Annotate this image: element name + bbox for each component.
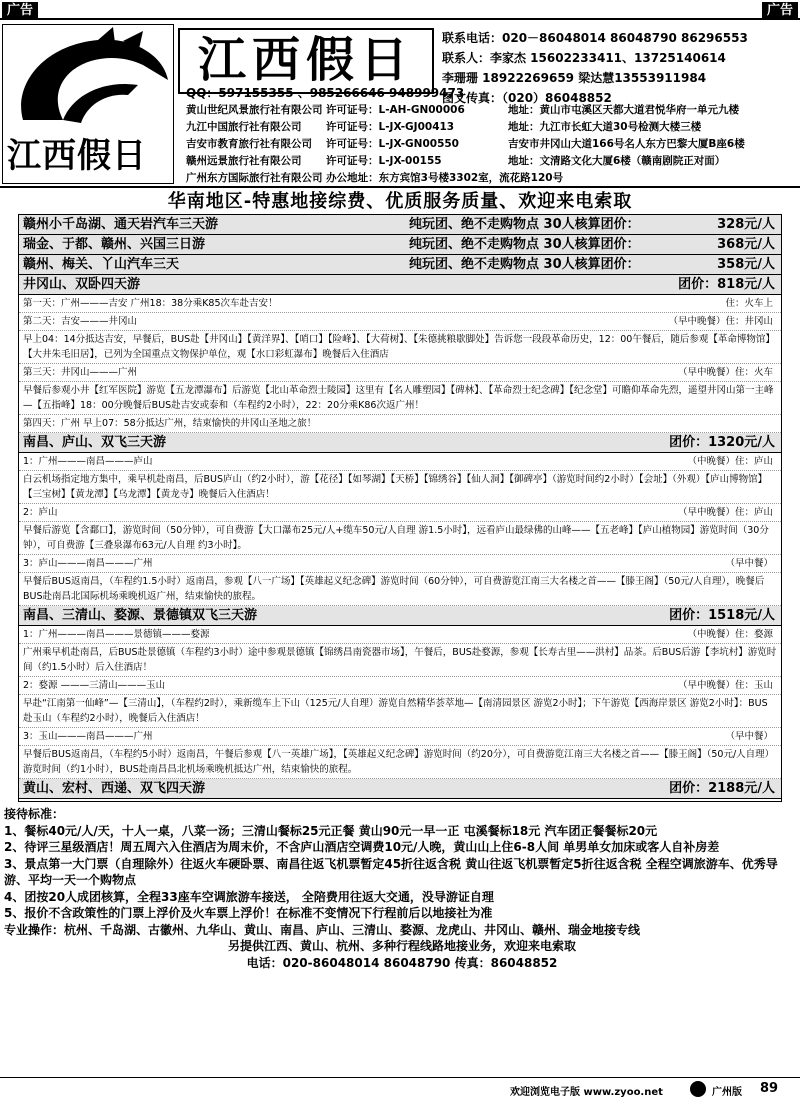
- itinerary-line: 第四天：广州 早上07：58分抵达广州，结束愉快的井冈山圣地之旅！: [19, 415, 781, 433]
- short-route-row: 赣州小千岛湖、通天岩汽车三天游 纯玩团、绝不走购物点 30人核算团价： 328元/人: [19, 215, 781, 235]
- itinerary-line: 广州乘早机赴南昌，后BUS赴景德镇（车程约3小时）途中参观景德镇【锦绣昌南瓷器市场】，午餐后，BUS赴婺源，参观【长寿古里——洪村】品茶。后BUS后游【李坑村】游览时间（约1.5小时）后入住酒店！: [19, 644, 781, 677]
- route-header: 井冈山、双卧四天游 团价：818元/人: [19, 275, 781, 295]
- also-line: 另提供江西、黄山、杭州、多种行程线路地接业务，欢迎来电索取: [227, 939, 576, 953]
- itinerary-line: 第二天：吉安———井冈山 （早中晚餐）住：井冈山: [19, 313, 781, 331]
- phone-line: 电话：020-86048014 86048790 传真：86048852: [246, 955, 558, 970]
- edition-badge-icon: [690, 1081, 706, 1097]
- edition-label: 广州版: [712, 1087, 742, 1098]
- itinerary-line: 早餐后BUS返南昌，（车程约5小时）返南昌，午餐后参观【八一英雄广场】，【英雄起义纪念碑】游览时间（约20分），可自费游览江南三大名楼之首——【滕王阁】（50元/人自理）游览时间（约1小时），BUS赴南昌昌北机场乘晚机抵达广州，结束愉快的旅程。: [19, 746, 781, 779]
- route-header: 南昌、庐山、双飞三天游 团价：1320元/人: [19, 433, 781, 453]
- route-header: 黄山、宏村、西递、双飞四天游 团价：2188元/人: [19, 779, 781, 799]
- dragon-icon: [3, 25, 174, 145]
- ad-tag-left: 广告: [2, 2, 38, 19]
- page-number: 89: [760, 1081, 779, 1096]
- top-ad-bar: [0, 0, 800, 20]
- short-route-row: 瑞金、于都、赣州、兴国三日游 纯玩团、绝不走购物点 30人核算团价： 368元/人: [19, 235, 781, 255]
- agency-list: [186, 102, 745, 187]
- qq-numbers: QQ：597155355 、985266646 948999473: [186, 86, 465, 100]
- service-standards: [0, 806, 800, 971]
- itinerary-line: 早赴“江南第一仙峰”—【三清山】，（车程约2时），乘新缆车上下山（125元/人自理）游览自然精华荟萃地—【南清园景区 游览2小时】；下午游览【西海岸景区 游览2小时】：BUS赴玉山（车程约2小时），晚餐后入住酒店！: [19, 695, 781, 728]
- contact-phone: 联系电话：020－86048014 86048790 86296553: [442, 31, 748, 45]
- itinerary-line: 第三天：井冈山———广州 （早中晚餐）住：火车: [19, 364, 781, 382]
- standard-item: 1、餐标40元/人/天，十人一桌，八菜一汤；三清山餐标25元正餐 黄山90元一早一正 屯溪餐标18元 汽车团正餐餐标20元: [4, 823, 658, 838]
- standard-item: 3、景点第一大门票（自理除外）往返火车硬卧票、南昌往返飞机票暂定45折往返含税 黄山往返飞机票暂定5折往返含税 全程空调旅游车、优秀导游、平均一天一个购物点: [4, 856, 778, 887]
- site-link[interactable]: 欢迎浏览电子版 www.zyoo.net: [510, 1087, 663, 1098]
- standard-item: 5、报价不含政策性的门票上浮价及火车票上浮价！在标准不变情况下行程前后以地接社为准: [4, 906, 493, 920]
- short-route-row: 赣州、梅关、丫山汽车三天 纯玩团、绝不走购物点 30人核算团价： 358元/人: [19, 255, 781, 275]
- agency-row: 吉安市教育旅行社有限公司 许可证号：L-JX-GN00550 吉安市井冈山大道166号名人东方巴黎大厦B座6楼: [186, 138, 745, 150]
- agency-header: [0, 22, 800, 188]
- page-footer: [0, 1077, 800, 1100]
- itinerary-line: 第一天：广州———吉安 广州18：38分乘K85次车赴吉安！ 住：火车上: [19, 295, 781, 313]
- itinerary-line: 3：玉山———南昌———广州 （早中餐）: [19, 728, 781, 746]
- itinerary-line: 早餐后BUS返南昌，（车程约1.5小时）返南昌，参观【八一广场】【英雄起义纪念碑】游览时间（60分钟），可自费游览江南三大名楼之首——【滕王阁】（50元/人自理），晚餐后BUS赴南昌北国际机场乘晚机返广州，结束愉快的旅程。: [19, 573, 781, 606]
- itinerary-line: 早上04：14分抵达吉安，早餐后，BUS赴【井冈山】【黄洋界】、【哨口】【险峰】、【大荷树】、【朱德挑粮歇脚处】告诉您一段段革命历史，12：00午餐后，随后参观【革命博物馆】【大井朱毛旧居】，已列为全国重点文物保护单位，观【水口彩虹瀑布】晚餐后入住酒店: [19, 331, 781, 364]
- agency-row: 黄山世纪风景旅行社有限公司 许可证号：L-AH-GN00006 地址：黄山市屯溪区天都大道君悦华府一单元九楼: [186, 104, 739, 116]
- itinerary-list: [19, 275, 781, 802]
- route-header: 南昌、三清山、婺源、景德镇双飞三天游 团价：1518元/人: [19, 606, 781, 626]
- ad-tag-right: 广告: [762, 2, 798, 19]
- route-table: [18, 214, 782, 802]
- itinerary-line: 1：广州———南昌———庐山 （中晚餐）住：庐山: [19, 453, 781, 471]
- itinerary-line: 2：庐山 （早中晚餐）住：庐山: [19, 504, 781, 522]
- agency-row: 九江中国旅行社有限公司 许可证号：L-JX-GJ00413 地址：九江市长虹大道30号检测大楼三楼: [186, 121, 702, 133]
- itinerary-line: 2：婺源 ———三清山———玉山 （早中晚餐）住：玉山: [19, 677, 781, 695]
- contact-person-2: 李珊珊 18922269659 梁达慧13553911984: [442, 71, 707, 85]
- offer-banner: 华南地区-特惠地接综费、优质服务质量、欢迎来电索取: [167, 191, 633, 212]
- agency-row: 赣州远景旅行社有限公司 许可证号：L-JX-00155 地址：文清路文化大厦6楼（赣南剧院正对面）: [186, 155, 726, 167]
- contact-person-1: 联系人：李家杰 15602233411、13725140614: [442, 51, 726, 65]
- agency-row: 广州东方国际旅行社有限公司 办公地址：东方宾馆3号楼3302室，流花路120号: [186, 172, 564, 184]
- itinerary-line: [19, 799, 781, 802]
- itinerary-line: 早餐后游览【含鄱口】，游览时间（50分钟），可自费游【大口瀑布25元/人+缆车50元/人自理 游1.5小时】，远看庐山最绿佛的山峰——【五老峰】【庐山植物园】游览时间（30分钟），可自费游【三叠泉瀑布63元/人自理 约3小时】。: [19, 522, 781, 555]
- itinerary-line: 白云机场指定地方集中，乘早机赴南昌，后BUS庐山（约2小时），游【花径】【如琴湖】【天桥】【锦绣谷】【仙人洞】【御碑亭】（游览时间约2小时）【会址】（外观）【庐山博物馆】【三宝树】【黄龙潭】【乌龙潭】【黄龙寺】晚餐后入住酒店！: [19, 471, 781, 504]
- contact-fax: 图文传真：（020）86048852: [442, 91, 612, 105]
- standards-title: 接待标准：: [4, 807, 65, 821]
- dragon-logo: [2, 24, 174, 184]
- logo-wordmark: 江西假日: [7, 136, 147, 176]
- itinerary-line: 1：广州———南昌———景德镇———婺源 （中晚餐）住：婺源: [19, 626, 781, 644]
- itinerary-line: 3：庐山———南昌———广州 （早中餐）: [19, 555, 781, 573]
- contact-block: [442, 28, 748, 108]
- itinerary-line: 早餐后参观小井【红军医院】游览【五龙潭瀑布】后游览【北山革命烈士陵园】这里有【名人雕塑园】【碑林】、【革命烈士纪念碑】【纪念堂】可瞻仰革命先烈，遥望井冈山第一主峰—【五指峰】18：00分晚餐后BUS赴吉安或泰和（车程约2小时），22：20分乘K86次返广州！: [19, 382, 781, 415]
- standard-item: 4、团按20人成团核算，全程33座车空调旅游车接送， 全陪费用往返大交通，没导游证自理: [4, 889, 494, 904]
- brand-title: 江西假日: [178, 28, 434, 94]
- specialty-line: 专业操作：杭州、千岛湖、古徽州、九华山、黄山、南昌、庐山、三清山、婺源、龙虎山、井冈山、赣州、瑞金地接专线: [4, 922, 641, 937]
- standard-item: 2、待评三星级酒店！周五周六入住酒店为周末价，不含庐山酒店空调费10元/人晚，黄山山上住6-8人间 单男单女加床或客人自补房差: [4, 840, 720, 854]
